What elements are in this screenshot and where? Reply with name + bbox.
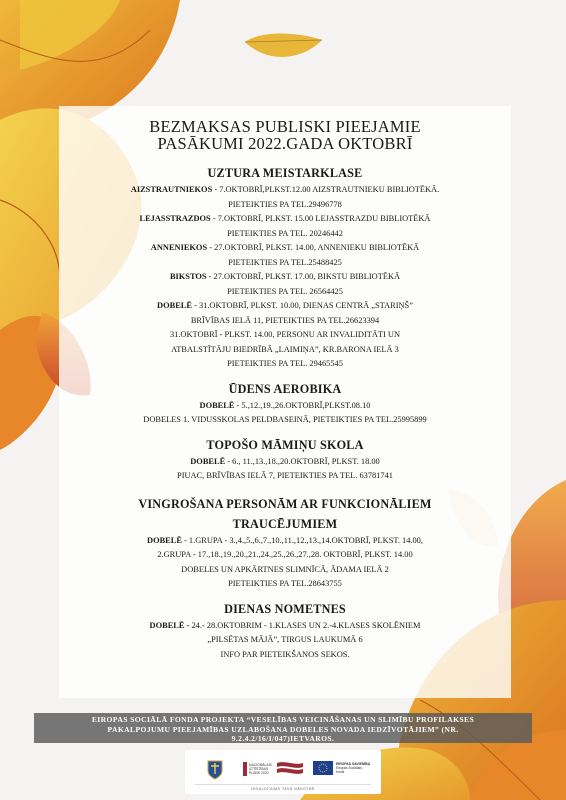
event-line: DOBELES 1. VIDUSSKOLAS PELDBASEINĀ, PIETEIKTIES PA TEL.25995899 xyxy=(143,415,427,424)
event-details: - 5.,12.,19.,26.OKTOBRĪ,PLKST.08.10 xyxy=(234,400,371,410)
coat-of-arms-icon xyxy=(207,760,223,780)
event-line xyxy=(59,399,511,414)
eu-text-3: fonds xyxy=(336,770,345,774)
location-label: DOBELĒ xyxy=(190,456,226,466)
section-heading-exercise xyxy=(59,494,511,534)
nap-text-3: PLĀNS 2020 xyxy=(249,771,269,775)
event-details: - 31.OKTOBRĪ, PLKST. 10.00, DIENAS CENTRĀ „STARIŅŠ” xyxy=(191,301,413,310)
event-details: - 7.OKTOBRĪ,PLKST.12.00 AIZSTRAUTNIEKU BIBLIOTĒKĀ. xyxy=(212,185,440,194)
project-footer xyxy=(34,713,532,743)
location-label: LEJASSTRAZDOS xyxy=(139,214,211,223)
funding-tagline: IEGULDĪJUMS TAVĀ NĀKOTNĒ xyxy=(251,787,315,791)
location-label: BIKSTOS xyxy=(169,272,207,281)
logo-divider xyxy=(195,784,371,785)
section-heading-nutrition: UZTURA MEISTARKLASE xyxy=(207,166,363,180)
event-line xyxy=(59,299,511,314)
location-label: DOBELĒ xyxy=(199,400,235,410)
event-line xyxy=(59,212,511,227)
event-details: 24.- 28.OKTOBRIM - 1.KLASES UN 2.-4.KLASES SKOLĒNIEM xyxy=(189,620,421,630)
footer-line-2: PAKALPOJUMU PIEEJAMĪBAS UZLABOŠANA DOBELES NOVADA IEDZĪVOTĀJIEM” (NR. xyxy=(107,724,459,734)
section-heading-mothers-school: TOPOŠO MĀMIŅU SKOLA xyxy=(206,437,364,452)
event-line: PIETEIKTIES PA TEL.28643755 xyxy=(228,579,342,588)
event-line: INFO PAR PIETEIKŠANOS SEKOS. xyxy=(220,649,350,659)
event-line: PIETEIKTIES PA TEL.25488425 xyxy=(228,257,342,267)
location-label: DOBELĒ xyxy=(147,535,182,545)
event-details: - 27.OKTOBRĪ, PLKST. 14.00, ANNENIEKU BIBLIOTĒKĀ xyxy=(207,243,420,252)
footer-line-1: EIROPAS SOCIĀLĀ FONDA PROJEKTA “VESELĪBAS VEICINĀŠANAS UN SLIMĪBU PROFILAKSES xyxy=(91,715,475,724)
event-details: - 7.OKTOBRĪ, PLKST. 15.00 LEJASSTRAZDU BIBLIOTĒKĀ xyxy=(210,214,431,223)
event-line: PIETEIKTIES PA TEL. 29465545 xyxy=(227,359,343,368)
nap-text-2: ATTĪSTĪBAS xyxy=(249,767,269,771)
location-label: AIZSTRAUTNIEKOS xyxy=(130,185,213,194)
location-label: DOBELĒ xyxy=(157,301,192,310)
funding-logos xyxy=(185,750,381,794)
event-line xyxy=(59,455,511,470)
title-line-2: PASĀKUMI 2022.GADA OKTOBRĪ xyxy=(157,134,413,153)
section-heading-day-camps: DIENAS NOMETNES xyxy=(224,601,346,616)
section-heading-water-aerobics: ŪDENS AEROBIKA xyxy=(228,381,342,396)
event-line: ATBALSTĪTĀJU BIEDRĪBĀ „LAIMIŅA”, KR.BARONA IELĀ 3 xyxy=(171,344,399,354)
title-line-1: BEZMAKSAS PUBLISKI PIEEJAMIE xyxy=(149,117,421,136)
location-label: ANNENIEKOS xyxy=(150,243,208,252)
event-line: PIETEIKTIES PA TEL. 20246442 xyxy=(227,228,343,238)
page-title xyxy=(59,118,511,152)
eu-text-1: EIROPAS SAVIENĪBA xyxy=(336,762,371,766)
event-line xyxy=(59,619,511,634)
nap-red-bar xyxy=(243,762,247,776)
nap-logo-text xyxy=(249,763,279,775)
event-line: DOBELES UN APKĀRTNES SLIMNĪCĀ, ĀDAMA IELĀ 2 xyxy=(181,564,389,574)
event-line: 2.GRUPA - 17.,18.,19.,20.,21.,24.,25.,26.,27.,28. OKTOBRĪ, PLKST. 14.00 xyxy=(157,550,413,559)
event-line xyxy=(59,270,511,285)
location-label: DOBELĒ - xyxy=(149,620,190,630)
eu-text-2: Eiropas Sociālais xyxy=(336,766,363,770)
event-line: BRĪVĪBAS IELĀ 11, PIETEIKTIES PA TEL.26623394 xyxy=(190,315,380,325)
event-details: - 1.GRUPA - 3.,4.,5.,6.,7.,10.,11.,12.,13.,14.OKTOBRĪ, PLKST. 14.00, xyxy=(181,535,423,545)
event-line: 31.OKTOBRĪ - PLKST. 14.00, PERSONU AR INVALIDITĀTI UN xyxy=(169,330,401,339)
event-details: - 27.OKTOBRĪ, PLKST. 17.00, BIKSTU BIBLIOTĒKĀ xyxy=(206,272,401,281)
heading-line-2: TRAUCĒJUMIEM xyxy=(232,516,338,531)
eu-flag-icon xyxy=(313,761,333,775)
event-details: - 6., 11.,13.,18.,20.OKTOBRĪ, PLKST. 18.00 xyxy=(225,456,380,466)
eu-logo-text xyxy=(336,762,378,774)
event-line xyxy=(59,241,511,256)
event-line: PIUAC, BRĪVĪBAS IELĀ 7, PIETEIKTIES PA TEL. 63781741 xyxy=(177,471,393,480)
latvia-flag-icon xyxy=(277,760,303,776)
event-list xyxy=(59,118,511,662)
event-line: „PILSĒTAS MĀJĀ”, TIRGUS LAUKUMĀ 6 xyxy=(207,635,363,644)
nap-text-1: NACIONĀLAIS xyxy=(249,763,272,767)
event-line xyxy=(59,183,511,198)
event-line: PIETEIKTIES PA TEL. 26564425 xyxy=(227,286,343,296)
footer-line-3: 9.2.4.2/16/I/047)IETVAROS. xyxy=(231,734,335,743)
heading-line-1: VINGROŠANA PERSONĀM AR FUNKCIONĀLIEM xyxy=(138,496,432,511)
event-line xyxy=(59,534,511,549)
event-line: PIETEIKTIES PA TEL.29496778 xyxy=(228,199,342,209)
